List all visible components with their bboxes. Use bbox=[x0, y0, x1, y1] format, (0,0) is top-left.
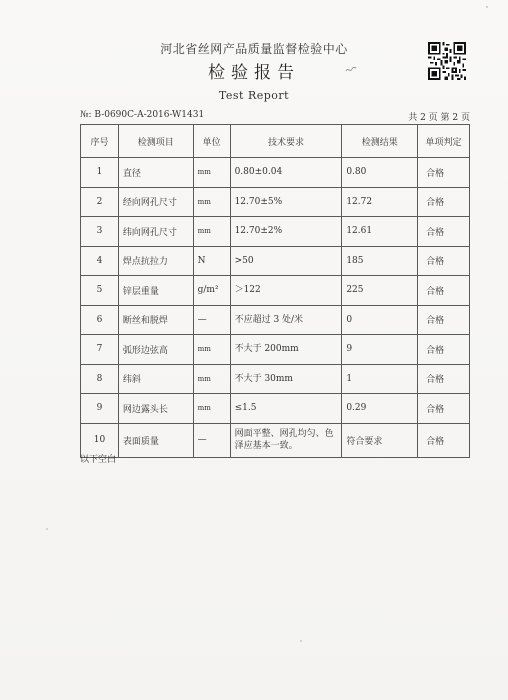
table-row bbox=[81, 423, 470, 457]
cell-requirement: 不大于 30mm bbox=[230, 364, 342, 394]
cell-unit: mm bbox=[193, 364, 230, 394]
header-verdict: 单项判定 bbox=[418, 125, 470, 158]
cell-item: 表面质量 bbox=[118, 423, 193, 457]
cell-verdict: 合格 bbox=[418, 423, 470, 457]
cell-result: 12.61 bbox=[342, 217, 418, 247]
table-row bbox=[81, 217, 470, 247]
cell-result: 9 bbox=[342, 335, 418, 365]
cell-unit: g/m² bbox=[193, 276, 230, 306]
cell-verdict: 合格 bbox=[418, 246, 470, 276]
cell-requirement: ≤1.5 bbox=[230, 394, 342, 424]
table-row bbox=[81, 158, 470, 188]
cell-no: 3 bbox=[81, 217, 119, 247]
cell-requirement: 不大于 200mm bbox=[230, 335, 342, 365]
cell-no: 9 bbox=[81, 394, 119, 424]
cell-item: 弧形边弦高 bbox=[118, 335, 193, 365]
cell-requirement: 12.70±5% bbox=[230, 187, 342, 217]
cell-no: 1 bbox=[81, 158, 119, 188]
cell-requirement: >50 bbox=[230, 246, 342, 276]
cell-result: 0.80 bbox=[342, 158, 418, 188]
cell-result: 185 bbox=[342, 246, 418, 276]
cell-unit: — bbox=[193, 423, 230, 457]
cell-verdict: 合格 bbox=[418, 305, 470, 335]
table-row bbox=[81, 276, 470, 306]
cell-unit: mm bbox=[193, 335, 230, 365]
cell-unit: mm bbox=[193, 217, 230, 247]
cell-verdict: 合格 bbox=[418, 187, 470, 217]
paper-speck bbox=[46, 528, 48, 530]
paper-speck bbox=[300, 640, 302, 642]
table-row bbox=[81, 187, 470, 217]
cell-item: 断丝和脱焊 bbox=[118, 305, 193, 335]
cell-result: 225 bbox=[342, 276, 418, 306]
cell-unit: mm bbox=[193, 187, 230, 217]
cell-no: 5 bbox=[81, 276, 119, 306]
header-item: 检测项目 bbox=[118, 125, 193, 158]
report-number: №: B-0690C-A-2016-W1431 bbox=[80, 110, 205, 120]
cell-item: 纬斜 bbox=[118, 364, 193, 394]
header-result: 检测结果 bbox=[342, 125, 418, 158]
blank-below-note: 以下空白 bbox=[80, 455, 117, 465]
cell-no: 6 bbox=[81, 305, 119, 335]
page-indicator: 共 2 页 第 2 页 bbox=[408, 113, 470, 123]
paper-speck bbox=[486, 6, 488, 8]
report-title: 检验报告 bbox=[208, 63, 300, 83]
table-header-row bbox=[81, 125, 470, 158]
cell-no: 4 bbox=[81, 246, 119, 276]
cell-no: 2 bbox=[81, 187, 119, 217]
cell-item: 纬向网孔尺寸 bbox=[118, 217, 193, 247]
report-title-english: Test Report bbox=[218, 89, 290, 102]
cell-requirement: 不应超过 3 处/米 bbox=[230, 305, 342, 335]
cell-unit: mm bbox=[193, 394, 230, 424]
cell-item: 锌层重量 bbox=[118, 276, 193, 306]
cell-no: 8 bbox=[81, 364, 119, 394]
cell-verdict: 合格 bbox=[418, 335, 470, 365]
header-no: 序号 bbox=[81, 125, 119, 158]
cell-verdict: 合格 bbox=[418, 276, 470, 306]
handwritten-mark-icon bbox=[344, 64, 358, 74]
cell-item: 焊点抗拉力 bbox=[118, 246, 193, 276]
cell-item: 直径 bbox=[118, 158, 193, 188]
cell-unit: mm bbox=[193, 158, 230, 188]
header-requirement: 技术要求 bbox=[230, 125, 342, 158]
cell-verdict: 合格 bbox=[418, 364, 470, 394]
cell-requirement: ＞122 bbox=[230, 276, 342, 306]
cell-item: 网边露头长 bbox=[118, 394, 193, 424]
results-table bbox=[80, 124, 470, 458]
cell-item: 经向网孔尺寸 bbox=[118, 187, 193, 217]
cell-result: 0.29 bbox=[342, 394, 418, 424]
cell-requirement: 12.70±2% bbox=[230, 217, 342, 247]
table-row bbox=[81, 364, 470, 394]
cell-no: 7 bbox=[81, 335, 119, 365]
cell-result: 符合要求 bbox=[342, 423, 418, 457]
cell-requirement: 网面平整、网孔均匀、色泽应基本一致。 bbox=[230, 423, 342, 457]
qr-code-icon bbox=[428, 42, 466, 80]
cell-requirement: 0.80±0.04 bbox=[230, 158, 342, 188]
cell-no: 10 bbox=[81, 423, 119, 457]
cell-unit: — bbox=[193, 305, 230, 335]
organization-name: 河北省丝网产品质量监督检验中心 bbox=[160, 42, 348, 56]
table-row bbox=[81, 246, 470, 276]
cell-result: 0 bbox=[342, 305, 418, 335]
cell-verdict: 合格 bbox=[418, 158, 470, 188]
cell-verdict: 合格 bbox=[418, 217, 470, 247]
table-row bbox=[81, 394, 470, 424]
cell-result: 1 bbox=[342, 364, 418, 394]
cell-unit: N bbox=[193, 246, 230, 276]
table-row bbox=[81, 335, 470, 365]
cell-result: 12.72 bbox=[342, 187, 418, 217]
header-unit: 单位 bbox=[193, 125, 230, 158]
table-row bbox=[81, 305, 470, 335]
cell-verdict: 合格 bbox=[418, 394, 470, 424]
